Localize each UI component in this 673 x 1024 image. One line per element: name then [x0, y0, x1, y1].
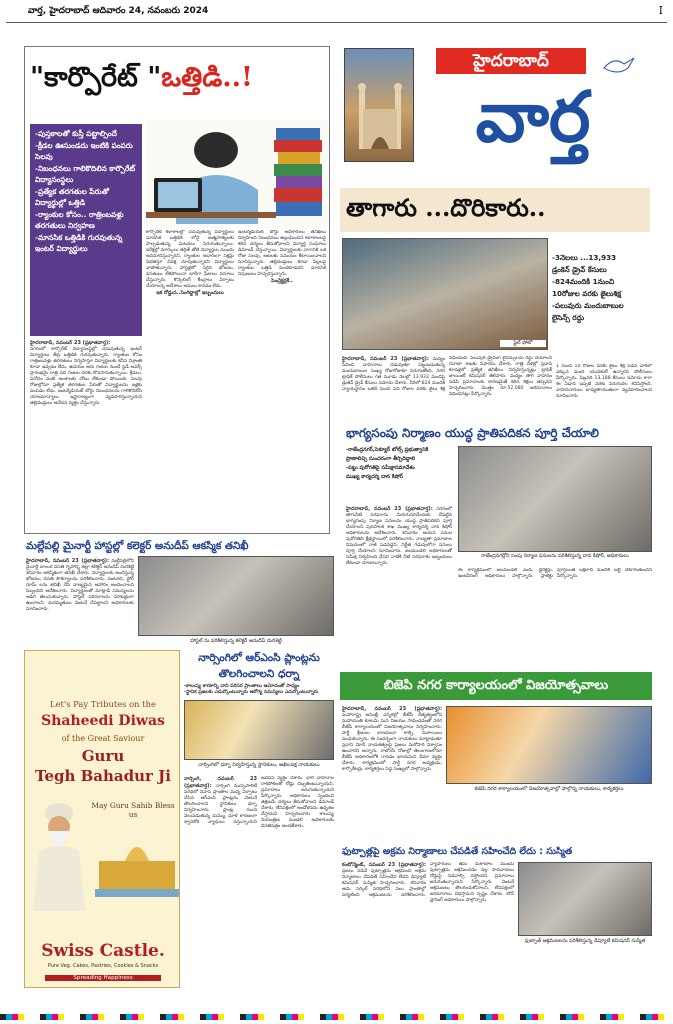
article-text: ఈ కార్యక్రమంలో జలమండలి ఎండీ, డైరెక్టర్లు, ఇంజనీరింగ్ అధికారులు పాల్గొన్నారు. ప్రాజెక్టు పూర్తయితే లక్షలాది మందికి లబ్ధి చేకూరుతుందని పేర్కొన్నారు. — [458, 568, 652, 579]
page-number: I — [658, 4, 663, 17]
stat-line: లైసెన్స్ రద్దు — [552, 313, 585, 322]
guru-portrait — [29, 791, 89, 911]
stressed-student-illustration — [146, 120, 328, 228]
subhead: పెంచ్రెక్టర్లకే.. — [271, 278, 293, 284]
dateline: హైదరాబాద్, నవంబర్ 23 (ప్రభాతవార్త): — [342, 706, 442, 712]
ad-line-1: Let's Pay Tributes on the — [50, 699, 156, 709]
corporate-bullets — [30, 124, 142, 336]
bhagyasampu-subpoints — [346, 446, 456, 502]
corporate-body-col3 — [238, 230, 326, 528]
narsingi-subpoints — [184, 684, 334, 697]
ad-blessing: May Guru Sahib Bless us — [91, 801, 175, 819]
article-text: 1 నుంచి 10 రోజుల వరకు జైలు శిక్ష పడిన వారిలో ఎక్కువ మంది యువకులే ఉన్నారని పోలీసులు పేర్కొన్నారు. ఫిబ్రవరి 13,188 కేసులు నమోదు కాగా ఈ ఏడాది ఇప్పటి వరకు పెరుగుదల కనిపిస్తోంది. వాహనదారులు బాధ్యతాయుతంగా వ్యవహరించాలని సూచించారు. — [556, 364, 652, 399]
stat-line: -పలువురు మందుబాబుల — [552, 301, 624, 310]
bullet-item: -క్రీడల ఊసుండదు ఇంటికి పంపరు సెలవు — [35, 141, 133, 161]
stat-line: -3నెలలు ...13,933 — [552, 253, 617, 262]
mallepalli-photo — [138, 556, 334, 636]
bjp-photo — [446, 706, 652, 784]
mallepalli-headline: మల్లేపల్లి మైనార్టీ హాస్టల్లో కలెక్టర్ అనుదీప్ ఆకస్మిక తనిఖీ — [26, 540, 249, 552]
drunk-driving-body-2 — [556, 364, 652, 418]
ad-line-2: Shaheedi Diwas — [41, 713, 165, 729]
drunk-driving-stats — [552, 252, 652, 360]
charminar-photo — [344, 48, 414, 162]
header-rule — [6, 22, 667, 23]
dateline: హైదరాబాద్, నవంబర్ 23 (ప్రభాతవార్త): — [342, 356, 429, 362]
subhead: ఇక రోడ్డున..సెంగిట్టాల్లో ఇబ్బందులు — [156, 290, 224, 296]
date-line: వార్త, హైదరాబాద్ ఆదివారం 24, నవంబరు 2024 — [28, 6, 209, 16]
subpoint: -కాలుష్య కారకాన్ని దాని పరిసర ప్రాంతాలు ఆమోదంతో సాధ్యం — [184, 684, 300, 689]
narsingi-body — [184, 776, 334, 988]
article-text: మహారాష్ట్ర అసెంబ్లీ ఎన్నికల్లో బీజేపీ నేతృత్వంలోని మహాయుతి కూటమి ఘన విజయం సాధించడంతో నగర బీజేపీ కార్యాలయంలో విజయోత్సవాలు నిర్వహించారు. పార్టీ శ్రేణులు బాణసంచా కాల్చి, మిఠాయిలు పంచుకున్నారు. ఈ సందర్భంగా నాయకులు మాట్లాడుతూ ప్రధాని మోదీ నాయకత్వంపై ప్రజలు మరోసారి విశ్వాసం ఉంచారని అన్నారు. రాబోయే రోజుల్లో తెలంగాణలోనూ బీజేపీ అధికారంలోకి రావడం ఖాయమని ధీమా వ్యక్తం చేశారు. కార్యక్రమంలో పార్టీ నగర అధ్యక్షుడు, కార్పొరేటర్లు, కార్యకర్తలు పెద్ద సంఖ్యలో పాల్గొన్నారు. — [342, 713, 442, 772]
narsingi-headline-b: తొలగించాలని ధర్నా — [218, 668, 300, 680]
masthead — [340, 44, 650, 172]
photo-caption: బిజెపి నగర కార్యాలయంలో విజయోత్సవాల్లో పాల్గొన్న నాయకులు, కార్యకర్తలు — [474, 786, 624, 792]
article-text: ఇంటర్మీడియట్ బోర్డు అధికారులు తనిఖీలు నిర్వహించి నిబంధనలు ఉల్లంఘించిన కళాశాలలపై కఠిన చర్యలు తీసుకోవాలని విద్యార్థి సంఘాలు డిమాండ్ చేస్తున్నాయి. విద్యార్థులకు వారానికి ఒక రోజు సెలవు, ఆటలకు సమయం కేటాయించాలని సూచిస్తున్నారు. తల్లిదండ్రులు కూడా పిల్లలపై ర్యాంకుల ఒత్తిడి పెంచకూడదని మానసిక నిపుణులు హెచ్చరిస్తున్నారు. — [238, 230, 326, 277]
bhagyasampu-body-2 — [458, 568, 652, 608]
photo-caption: నార్సింగిలో ధర్నా నిర్వహిస్తున్న స్థానికులు, అఖిలపక్ష నాయకులు — [198, 762, 320, 768]
bhagyasampu-body — [346, 506, 452, 608]
subpoint: -స్థానిక ప్రజలకు ఎదుర్కొంటున్నారు ఆరోగ్య సమస్యలు ఎదుర్కొంటున్నారు — [184, 690, 319, 696]
bullet-item: -ర్యాంకుల కోసం.. రాత్రింబవళ్లు తరగతులు నిర్వహణ — [35, 210, 124, 230]
article-text: మల్లేపల్లిలోని మైనార్టీ బాలుర వసతి గృహాన్ని జిల్లా కలెక్టర్ అనుదీప్ దురిశెట్టి శనివారం ఆకస్మికంగా తనిఖీ చేశారు. విద్యార్థులకు అందిస్తున్న భోజనం, వసతి సౌకర్యాలను పరిశీలించారు. వంటగది, స్టోర్ రూమ్ లను తనిఖీ చేసి నాణ్యమైన ఆహారం అందించాలని సిబ్బందిని ఆదేశించారు. విద్యార్థులతో మాట్లాడి సమస్యలను అడిగి తెలుసుకున్నారు. హాస్టల్ పరిసరాలను పరిశుభ్రంగా ఉంచాలని, మరమ్మతులు వెంటనే చేపట్టాలని అధికారులకు సూచించారు. — [26, 559, 134, 612]
article-text: నగరంలో తాగునీటి సరఫరాను మెరుగుపరిచేందుకు చేపట్టిన భాగ్యసంపు నిర్మాణ పనులను యుద్ధ ప్రాతిపదికన పూర్తి చేయాలని పురపాలక శాఖ ముఖ్య కార్యదర్శి దాన కిషోర్ అధికారులను ఆదేశించారు. శనివారం ఆయన పనుల పురోగతిని క్షేత్రస్థాయిలో పరిశీలించారు. నాణ్యతా ప్రమాణాల విషయంలో రాజీ పడవద్దని, నిర్ణీత గడువులోగా పనులు పూర్తి చేయాలని సూచించారు. జలమండలి అధికారులతో సమీక్ష నిర్వహించి వేసవి నాటికి నీటి సరఫరాకు ఇబ్బందులు లేకుండా చూడాలన్నారు. — [346, 507, 452, 566]
footpath-photo — [518, 862, 652, 936]
footpath-headline: ఫుట్పాత్లపై అక్రమ నిర్మాణాలు చేపడితే సహించేది లేదు : సుస్మిత — [342, 846, 573, 857]
photo-caption: రాజేంద్రనగర్లోని సంపు నిర్మాణ పనులను పరిశీలిస్తున్న దాన కిషోర్, అధికారులు — [481, 553, 629, 559]
article-text: ప్రజలు నడిచే ఫుట్పాత్లను ఆక్రమించి అక్రమ నిర్మాణాలు చేపడితే సహించేది లేదని డిప్యూటీ కమిషనర్ సుస్మిత హెచ్చరించారు. శనివారం ఆమె సర్కిల్ పరిధిలోని పలు ప్రాంతాల్లో పర్యటించి ఆక్రమణలను పరిశీలించారు. వ్యాపారులు తమ దుకాణాల ముందు ఫుట్పాత్లను ఆక్రమించడం వల్ల పాదచారులు రోడ్డుపై నడవాల్సి వస్తోందని, ప్రమాదాలు జరుగుతున్నాయని పేర్కొన్నారు. వెంటనే ఆక్రమణలు తొలగించుకోవాలని, లేనిపక్షంలో జరిమానాలు విధిస్తామని స్పష్టం చేశారు. టౌన్ ప్లానింగ్ అధికారులు పాల్గొన్నారు. — [342, 862, 514, 903]
corporate-body-col2 — [146, 230, 234, 528]
article-text: మద్యం సేవించి వాహనాలు నడుపుతూ పట్టుబడుతున్న మందుబాబుల సంఖ్య రోజురోజుకూ పెరుగుతోంది. నగర ట్రాఫిక్ పోలీసులు గత మూడు నెలల్లో 13,933 మందిపై డ్రంకెన్ డ్రైవ్ కేసులు నమోదు చేశారు. వీరిలో 824 మందికి న్యాయస్థానం ఒకటి నుంచి పది రోజుల వరకు జైలు శిక్ష విధించింది. పలువురి డ్రైవింగ్ లైసెన్సులను రద్దు చేయాలని రవాణా శాఖకు సిఫారసు చేశారు. రాత్రి వేళల్లో ప్రధాన కూడళ్లలో ప్రత్యేక తనిఖీలు నిర్వహిస్తున్నట్లు ట్రాఫిక్ జాయింట్ కమిషనర్ తెలిపారు. మద్యం తాగి వాహనం నడిపి ప్రమాదాలకు కారణమైతే కఠిన శిక్షలు తప్పవని హెచ్చరించారు. మొత్తం రూ.52,080 జరిమానాలు విధించినట్లు పేర్కొన్నారు. — [342, 356, 552, 397]
subpoint: -రాజేంద్రనగర్,సెక్యూర్ టోల్స్ ప్రభుత్వానికి — [346, 447, 429, 453]
ad-footer: Spreading Happiness — [45, 975, 161, 981]
bullet-item: -పుస్తకాలతో కుస్తీ పట్టాల్సిందే — [35, 129, 117, 138]
ad-line-5: Tegh Bahadur Ji — [35, 767, 171, 785]
corporate-headline-b: ఒత్తిడి..! — [161, 62, 253, 93]
corporate-body-col1 — [30, 340, 142, 528]
dateline: కంటోన్మెంట్, నవంబర్ 23 (ప్రభాతవార్త): — [342, 862, 426, 868]
subpoint: ప్రాణాలిచ్చి సుందరంగా తీర్చిదిద్దాలి — [346, 456, 416, 462]
drunk-driving-body — [342, 356, 552, 418]
ad-brand: Swiss Castle. — [41, 941, 165, 961]
corporate-headline — [30, 62, 270, 118]
stat-line: డ్రంకెన్ డ్రైవ్ కేసులు — [552, 265, 607, 274]
golden-temple-illustration — [95, 827, 179, 897]
article-text: నార్సింగి మున్సిపాలిటీ పరిధిలో నివాస ప్రాంతాల మధ్య ఏర్పాటు చేసిన ఆర్ఎంసి ప్లాంట్లను వెంటనే తొలగించాలని స్థానికులు ధర్నా నిర్వహించారు. ప్లాంట్ల నుంచి వెలువడుతున్న దుమ్ము, ధూళి కారణంగా శ్వాసకోశ వ్యాధులు వస్తున్నాయని ఆవేదన వ్యక్తం చేశారు. భారీ వాహనాల రాకపోకలతో రోడ్లు దెబ్బతింటున్నాయని, ప్రమాదాలు జరుగుతున్నాయని పేర్కొన్నారు. అధికారులు స్పందించి తక్షణమే చర్యలు తీసుకోవాలని డిమాండ్ చేశారు. లేనిపక్షంలో ఆందోళనను ఉధృతం చేస్తామని హెచ్చరించారు. కాలుష్య నియంత్రణ మండలి అధికారులకు వినతిపత్రం అందజేశారు. — [184, 776, 334, 829]
print-color-bar — [0, 1014, 673, 1020]
subpoint: ముఖ్య కార్యదర్శి దాన కిషోర్ — [346, 474, 403, 480]
bjp-body — [342, 706, 442, 838]
masthead-big-title: వార్త — [475, 75, 591, 158]
drunk-driving-photo — [342, 238, 548, 350]
bullet-item: -మానసిక ఒత్తిడికి గురవుతున్న ఇంటర్ విద్యార్థులు — [35, 233, 123, 253]
mallepalli-body — [26, 558, 134, 646]
narsingi-photo — [184, 700, 334, 760]
ad-tagline: Pure Veg. Cakes, Pastries, Cookies & Snacks — [47, 963, 159, 969]
bjp-headline: బిజెపి నగర కార్యాలయంలో విజయోత్సవాలు — [340, 672, 652, 700]
ad-line-3: of the Great Saviour — [61, 734, 145, 743]
dateline: నార్సింగి, నవంబర్ 23 (ప్రభాతవార్త): — [184, 776, 257, 789]
advertisement — [24, 650, 180, 988]
photo-caption: ఫైల్ ఫోటో — [500, 340, 546, 347]
dateline: హైదరాబాద్, నవంబర్ 23 (ప్రభాతవార్త): — [26, 558, 110, 564]
ad-line-4: Guru — [81, 747, 125, 765]
photo-caption: హాస్టల్ ను పరిశీలిస్తున్న కలెక్టర్ అనుదీప్ దురిశెట్టి — [190, 638, 282, 644]
subpoint: -పట్టు పురోగతిపై సమీక్షాసమావేశం — [346, 465, 415, 471]
bhagyasampu-headline: భాగ్యసంపు నిర్మాణం యుద్ధ ప్రాతిపదికన పూర్తి చేయాలి — [346, 426, 599, 440]
stat-line: -824మందికి 1నుంచి — [552, 277, 615, 286]
photo-caption: ఫుట్పాత్ ఆక్రమణలను పరిశీలిస్తున్న డిప్యూటీ కమిషనర్ సుస్మిత — [524, 938, 646, 944]
article-text: కార్పొరేట్ కళాశాలల్లో చదువుతున్న విద్యార్థులు మానసిక ఒత్తిడికి లోనై ఆత్మహత్యలకు పాల్పడుతున్న ఘటనలు పెరుగుతున్నాయి. పరీక్షల్లో మార్కులు తగ్గితే తోటి విద్యార్థుల ముందు అవమానిస్తున్నారని, ర్యాంకుల ఆధారంగా సెక్షన్లు విభజిస్తూ వివక్ష చూపుతున్నారని విద్యార్థులు వాపోతున్నారు. హాస్టళ్లలో సరైన భోజనం, వసతులు లేకపోయినా భారీగా ఫీజులు వసూలు చేస్తున్నారు. కౌన్సెలింగ్ కేంద్రాలు ఏర్పాటు చేయాలన్న ఆదేశాలు అమలు కావడం లేదు. — [146, 230, 234, 289]
dateline: హైదరాబాద్, నవంబర్ 23 (ప్రభాతవార్త): — [30, 340, 111, 346]
dateline: హైదరాబాద్, నవంబర్ 23 (ప్రభాతవార్త): — [346, 506, 433, 512]
masthead-small-title: హైదరాబాద్ — [436, 48, 586, 74]
footpath-body — [342, 862, 514, 986]
bhagyasampu-photo — [458, 446, 652, 552]
dove-icon — [602, 54, 636, 76]
stat-line: 10రోజుల వరకు జైలుశిక్ష — [552, 289, 621, 298]
corporate-headline-a: "కార్పొరేట్ " — [30, 62, 162, 93]
drunk-driving-headline: తాగారు ...దొరికారు.. — [346, 193, 546, 222]
bullet-item: -ప్రత్యేక తరగతుల పేరుతో విద్యార్థుల్లో ఒత్తిడి — [35, 187, 109, 207]
narsingi-headline-a: నార్సింగిలో ఆర్ఎంసి ప్లాంట్లను — [198, 652, 320, 664]
article-text: నగరంలో కార్పొరేట్ విద్యాసంస్థల్లో చదువుతున్న ఇంటర్ విద్యార్థులు తీవ్ర ఒత్తిడికి గురవుతున్నారు. ర్యాంకుల కోసం రాత్రింబవళ్లు తరగతులు నిర్వహిస్తూ విద్యార్థులకు కనీస విశ్రాంతి కూడా ఇవ్వడం లేదు. ఉదయం ఆరు గంటల నుంచే స్టడీ అవర్స్ ప్రారంభమై రాత్రి పది గంటల వరకు కొనసాగుతున్నాయి. క్రీడలు, వినోదం వంటి అంశాలకు చోటు లేకుండా పోయింది. సెలవు రోజుల్లోనూ ప్రత్యేక తరగతుల పేరుతో విద్యార్థులను ఇళ్లకు పంపడం లేదు. ఇంటర్మీడియట్ బోర్డు నిబంధనలను గాలికొదిలేసి యాజమాన్యాలు ఇష్టారాజ్యంగా వ్యవహరిస్తున్నాయని తల్లిదండ్రులు ఆవేదన వ్యక్తం చేస్తున్నారు. — [30, 347, 142, 406]
bullet-item: -నిబంధనలు గాలికొదిలిన కార్పొరేట్ విద్యాసంస్థలు — [35, 164, 136, 184]
